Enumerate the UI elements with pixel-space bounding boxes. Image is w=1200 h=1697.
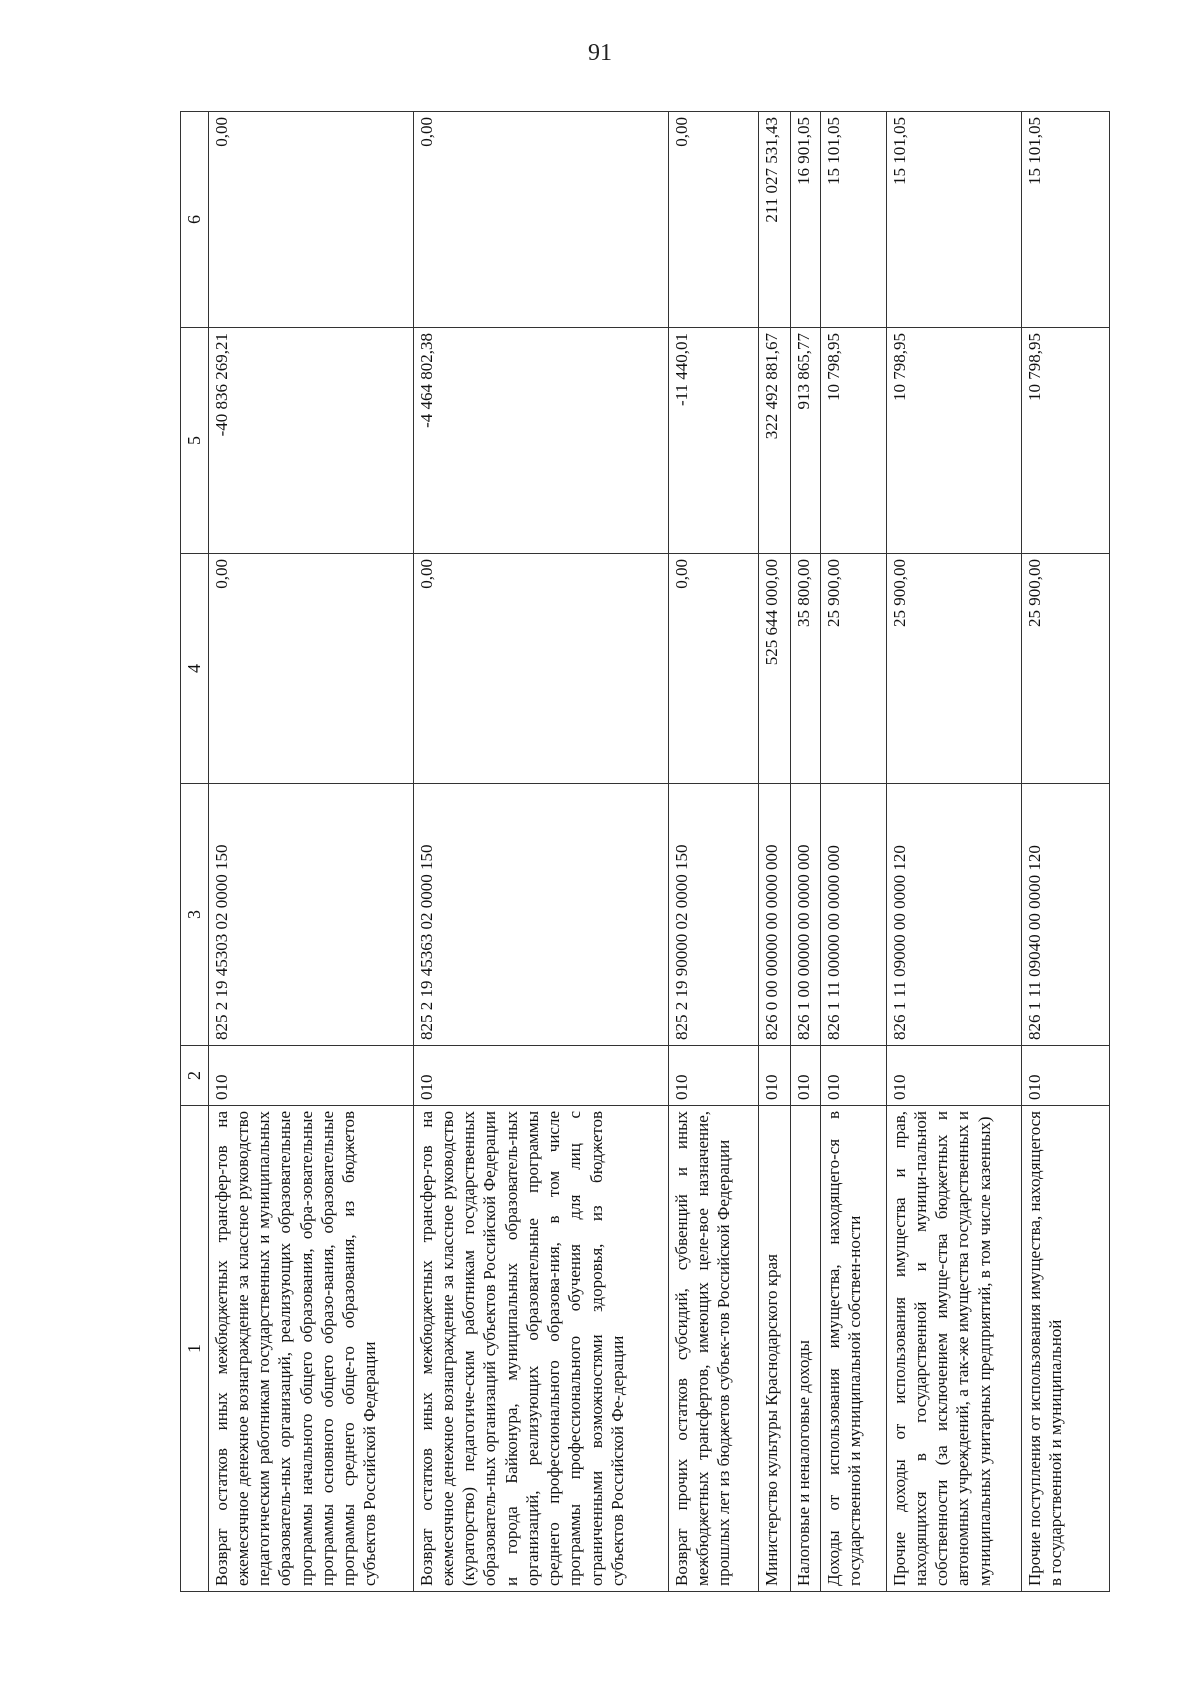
- table-row: [413, 112, 668, 1592]
- header-cell: 3: [181, 784, 209, 1046]
- budget-code: 826 1 11 09000 00 0000 120: [886, 784, 1021, 1046]
- row-name: Возврат остатков иных межбюджетных трансфер-тов на ежемесячное денежное вознаграждение за классное руководство педагогическим работникам государственных и муниципальных образователь-ных организаций, реализующих образовательные программы начального общего образования, обра-зовательные программы основного общего образо-вания, образовательные программы среднего обще-го образования, из бюджетов субъектов Российской Федерации: [208, 1106, 413, 1592]
- line-code: 010: [790, 1046, 820, 1106]
- line-code: 010: [208, 1046, 413, 1106]
- budget-code: 825 2 19 90000 02 0000 150: [668, 784, 758, 1046]
- budget-code: 826 1 11 09040 00 0000 120: [1021, 784, 1110, 1046]
- amount-col6: 0,00: [413, 112, 668, 328]
- amount-col6: 15 101,05: [886, 112, 1021, 328]
- line-code: 010: [413, 1046, 668, 1106]
- table-row: [790, 112, 820, 1592]
- budget-code: 826 1 11 00000 00 0000 000: [820, 784, 886, 1046]
- amount-col5: 913 865,77: [790, 328, 820, 554]
- header-cell: 4: [181, 554, 209, 784]
- page-number: 91: [588, 40, 612, 66]
- budget-code: 825 2 19 45303 02 0000 150: [208, 784, 413, 1046]
- row-name: Прочие доходы от использования имущества и прав, находящихся в государственной и муници-пальной собственности (за исключением имуще-ства бюджетных и автономных учреждений, а так-же имущества государственных и муниципальных унитарных предприятий, в том числе казенных): [886, 1106, 1021, 1592]
- amount-col6: 15 101,05: [1021, 112, 1110, 328]
- table-row: [758, 112, 790, 1592]
- budget-table: [180, 111, 1110, 1592]
- header-cell: 6: [181, 112, 209, 328]
- amount-col5: 322 492 881,67: [758, 328, 790, 554]
- table-row: [886, 112, 1021, 1592]
- table-row: [208, 112, 413, 1592]
- amount-col5: -4 464 802,38: [413, 328, 668, 554]
- rotated-table-container: [180, 112, 1110, 1592]
- row-name: Налоговые и неналоговые доходы: [790, 1106, 820, 1592]
- table-row: [1021, 112, 1110, 1592]
- table-row: [668, 112, 758, 1592]
- table-row: [820, 112, 886, 1592]
- amount-col6: 15 101,05: [820, 112, 886, 328]
- row-name: Министерство культуры Краснодарского края: [758, 1106, 790, 1592]
- row-name: Доходы от использования имущества, находящего-ся в государственной и муниципальной собствен-ности: [820, 1106, 886, 1592]
- amount-col4: 0,00: [208, 554, 413, 784]
- amount-col6: 0,00: [208, 112, 413, 328]
- amount-col5: -11 440,01: [668, 328, 758, 554]
- amount-col6: 211 027 531,43: [758, 112, 790, 328]
- amount-col4: 0,00: [668, 554, 758, 784]
- row-name: Возврат прочих остатков субсидий, субвенций и иных межбюджетных трансфертов, имеющих целе-вое назначение, прошлых лет из бюджетов субъек-тов Российской Федерации: [668, 1106, 758, 1592]
- header-cell: 1: [181, 1106, 209, 1592]
- header-cell: 2: [181, 1046, 209, 1106]
- header-cell: 5: [181, 328, 209, 554]
- amount-col5: -40 836 269,21: [208, 328, 413, 554]
- amount-col6: 0,00: [668, 112, 758, 328]
- amount-col4: 25 900,00: [820, 554, 886, 784]
- line-code: 010: [1021, 1046, 1110, 1106]
- line-code: 010: [886, 1046, 1021, 1106]
- amount-col4: 525 644 000,00: [758, 554, 790, 784]
- budget-code: 826 1 00 00000 00 0000 000: [790, 784, 820, 1046]
- header-row: [181, 112, 209, 1592]
- line-code: 010: [668, 1046, 758, 1106]
- row-name: Прочие поступления от использования имущества, находящегося в государственной и муниципальной: [1021, 1106, 1110, 1592]
- row-name: Возврат остатков иных межбюджетных трансфер-тов на ежемесячное денежное вознаграждение за классное руководство (кураторство) педагогиче-ским работникам государственных образователь-ных организаций субъектов Российской Федерации и города Байконура, муниципальных образователь-ных организаций, реализующих образовательные программы среднего профессионального образова-ния, в том числе программы профессионального обучения для лиц с ограниченными возможностями здоровья, из бюджетов субъектов Российской Фе-дерации: [413, 1106, 668, 1592]
- line-code: 010: [820, 1046, 886, 1106]
- amount-col5: 10 798,95: [820, 328, 886, 554]
- amount-col4: 25 900,00: [886, 554, 1021, 784]
- amount-col5: 10 798,95: [1021, 328, 1110, 554]
- amount-col4: 0,00: [413, 554, 668, 784]
- amount-col5: 10 798,95: [886, 328, 1021, 554]
- amount-col6: 16 901,05: [790, 112, 820, 328]
- amount-col4: 25 900,00: [1021, 554, 1110, 784]
- line-code: 010: [758, 1046, 790, 1106]
- amount-col4: 35 800,00: [790, 554, 820, 784]
- budget-code: 826 0 00 00000 00 0000 000: [758, 784, 790, 1046]
- budget-code: 825 2 19 45363 02 0000 150: [413, 784, 668, 1046]
